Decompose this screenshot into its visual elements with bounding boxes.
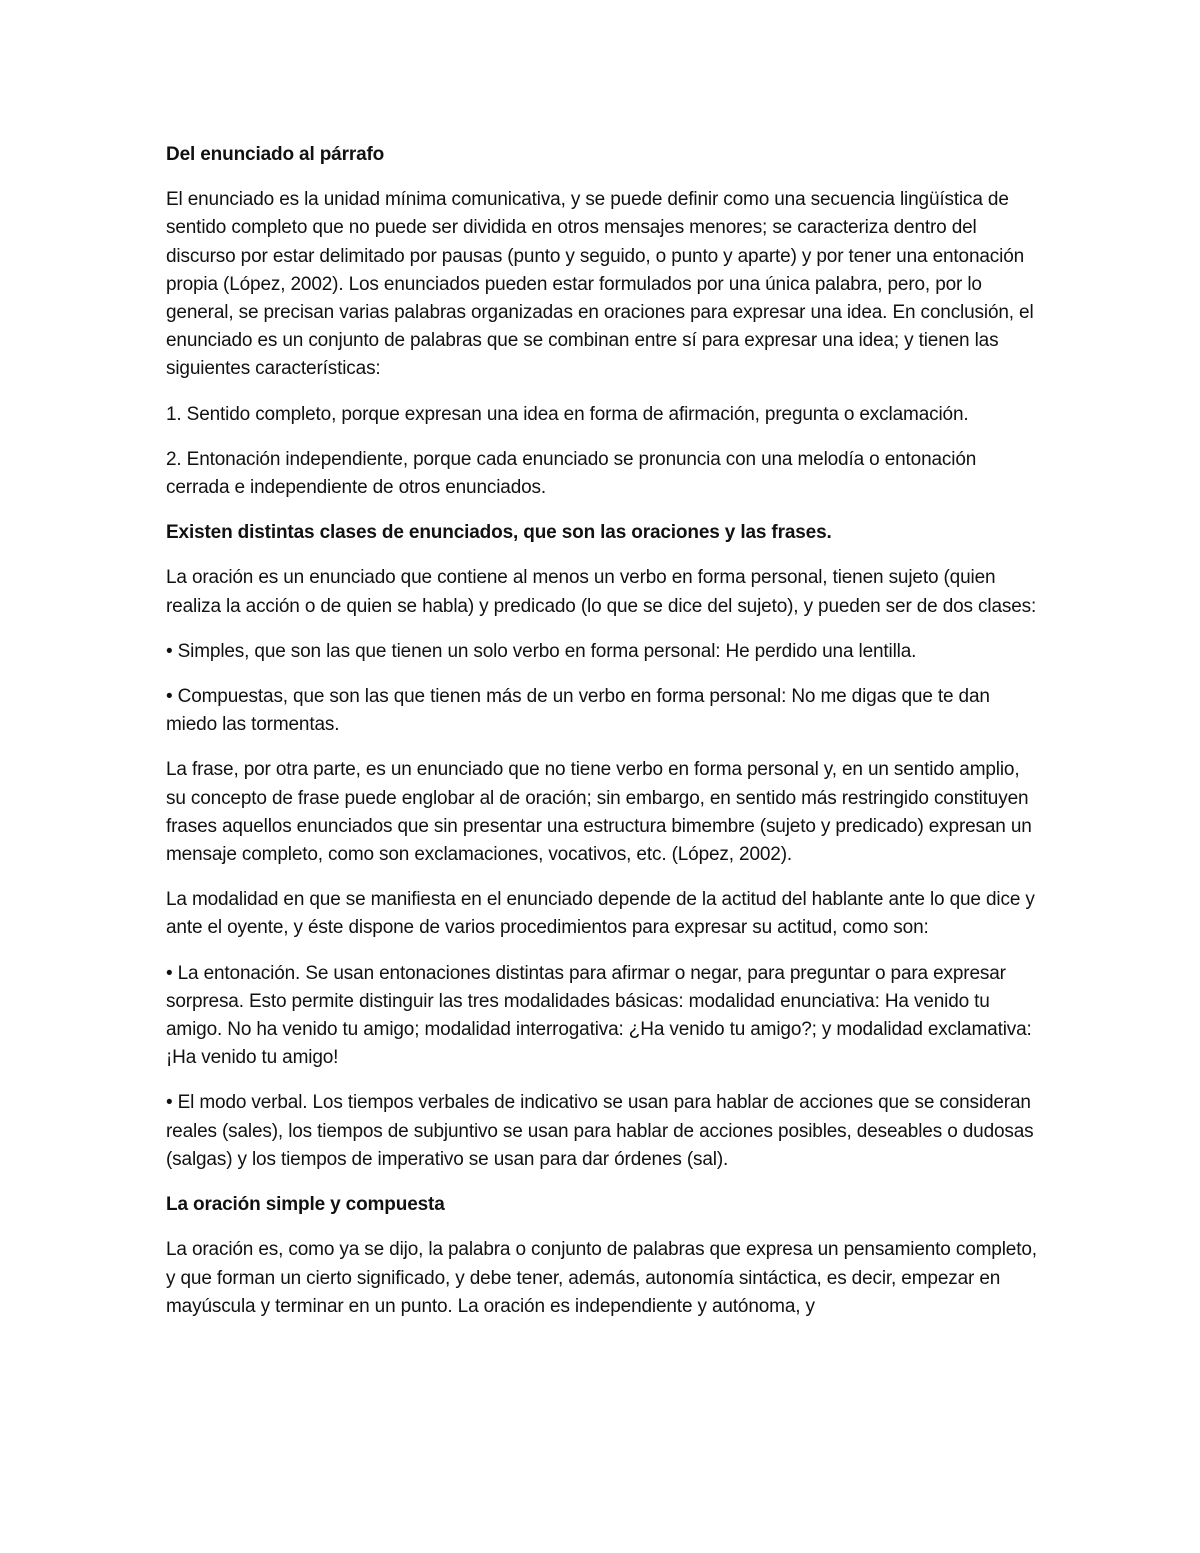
bullet-modo-verbal: • El modo verbal. Los tiempos verbales de indicativo se usan para hablar de acciones que se consideran reales (sales), los tiempos de subjuntivo se usan para hablar de acciones posibles, deseables o dudosas (salgas) y los tiempos de imperativo se usan para dar órdenes (sal). (166, 1092, 1034, 1170)
bullet-entonacion: • La entonación. Se usan entonaciones distintas para afirmar o negar, para preguntar o para expresar sorpresa. Esto permite distinguir las tres modalidades básicas: modalidad enunciativa: Ha venido tu amigo. No ha venido tu amigo; modalidad interrogativa: ¿Ha venido tu amigo?; y modalidad exclamativa: ¡Ha venido tu amigo! (166, 962, 1032, 1069)
paragraph-frase-definition: La frase, por otra parte, es un enunciado que no tiene verbo en forma personal y, en un sentido amplio, su concepto de frase puede englobar al de oración; sin embargo, en sentido más restringido constituyen frases aquellos enunciados que sin presentar una estructura bimembre (sujeto y predicado) expresan un mensaje completo, como son exclamaciones, vocativos, etc. (López, 2002). (166, 759, 1032, 866)
paragraph-oracion-definition: La oración es un enunciado que contiene al menos un verbo en forma personal, tienen sujeto (quien realiza la acción o de quien se habla) y predicado (lo que se dice del sujeto), y pueden ser de dos clases: (166, 567, 1037, 617)
bullet-simples: • Simples, que son las que tienen un solo verbo en forma personal: He perdido una lentilla. (166, 640, 917, 662)
paragraph-oracion-autonomia: La oración es, como ya se dijo, la palabra o conjunto de palabras que expresa un pensamiento completo, y que forman un cierto significado, y debe tener, además, autonomía sintáctica, es decir, empezar en mayúscula y terminar en un punto. La oración es independiente y autónoma, y (166, 1239, 1037, 1317)
paragraph-modalidad: La modalidad en que se manifiesta en el enunciado depende de la actitud del hablante ante lo que dice y ante el oyente, y éste dispone de varios procedimientos para expresar su actitud, como son: (166, 889, 1035, 939)
list-item-entonacion-independiente: 2. Entonación independiente, porque cada enunciado se pronuncia con una melodía o entonación cerrada e independiente de otros enunciados. (166, 448, 977, 499)
list-item-sentido-completo: 1. Sentido completo, porque expresan una idea en forma de afirmación, pregunta o exclamación. (166, 403, 969, 425)
heading-clases-enunciados: Existen distintas clases de enunciados, que son las oraciones y las frases. (166, 522, 832, 544)
heading-oracion-simple-compuesta: La oración simple y compuesta (166, 1194, 445, 1216)
document-body (166, 141, 1040, 1321)
bullet-compuestas: • Compuestas, que son las que tienen más de un verbo en forma personal: No me digas que te dan miedo las tormentas. (166, 686, 990, 736)
paragraph-enunciado-definition: El enunciado es la unidad mínima comunicativa, y se puede definir como una secuencia lingüística de sentido completo que no puede ser dividida en otros mensajes menores; se caracteriza dentro del discurso por estar delimitado por pausas (punto y seguido, o punto y aparte) y por tener una entonación propia (López, 2002). Los enunciados pueden estar formulados por una única palabra, pero, por lo general, se precisan varias palabras organizadas en oraciones para expresar una idea. En conclusión, el enunciado es un conjunto de palabras que se combinan entre sí para expresar una idea; y tienen las siguientes características: (166, 189, 1034, 380)
document-title: Del enunciado al párrafo (166, 144, 385, 165)
